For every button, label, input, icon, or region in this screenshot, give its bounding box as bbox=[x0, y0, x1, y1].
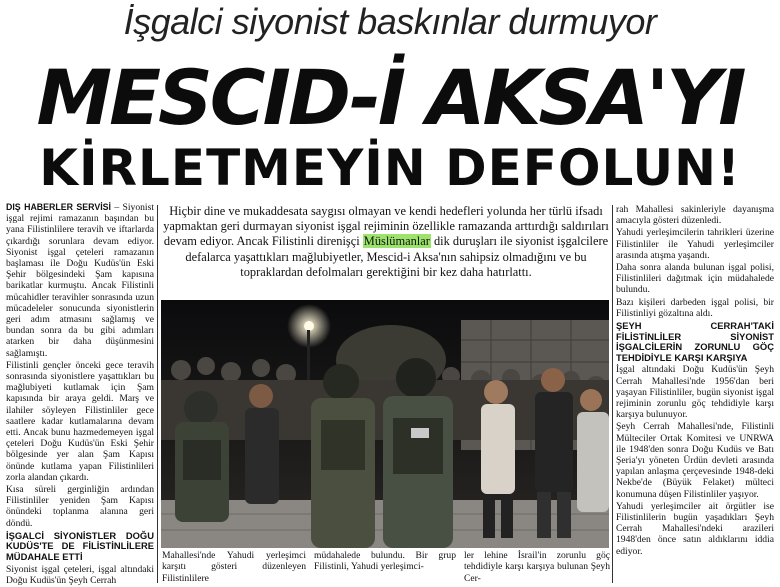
photo-caption-column-2: müdahalede bulundu. Bir grup Filistinli, Yahudi yerleşimci- bbox=[314, 550, 456, 573]
photo-caption-column-3: ler lehine İsrail'in zorunlu göç tehdidiyle karşı karşıya bulunan Şeyh Cer- bbox=[464, 550, 610, 584]
main-headline-line2: KİRLETMEYİN DEFOLUN! bbox=[39, 139, 741, 197]
news-photo bbox=[161, 300, 609, 548]
paragraph: Bazı kişileri darbeden işgal polisi, bir Filistinliyi gözaltına aldı. bbox=[616, 296, 774, 319]
paragraph: İşgal altındaki Doğu Kudüs'ün Şeyh Cerrah Mahallesi'nde 1956'dan beri yaşayan Filistinliler, bugün siyonist işgal rejiminin zorunlu göç tehdidiyle karşı karşıya bulunuyor. bbox=[616, 364, 774, 421]
subheading: ŞEYH CERRAH'TAKİ FİLİSTİNLİLER SİYONİST İŞGALCİLERİN ZORUNLU GÖÇ TEHDİDİYLE KARŞI KARŞIYA bbox=[616, 320, 774, 363]
main-headline-line1: MESCID-İ AKSA'YI bbox=[36, 53, 744, 142]
paragraph: Yahudi yerleşimciler ait örgütler ise Filistinlilerin bugün yaşadıkları Şeyh Cerrah Mahallesi'ndeki arazileri 1948'den önce satın aldıklarını iddia ediyor. bbox=[616, 500, 774, 557]
paragraph: Kısa süreli gerginliğin ardından Filistinliler yeniden Şam Kapısı önündeki toplanma alanına geri döndü. bbox=[6, 484, 154, 529]
highlighted-word: Müslümanlar bbox=[363, 234, 430, 249]
article-deck: Hiçbir dine ve mukaddesata saygısı olmayan ve kendi hedefleri yolunda her türlü ifsadı yapmaktan geri durmayan siyonist işgal rejiminin özellikle ramazanda arttırdığı saldırıları devam ediyor. Ancak Filistinli direnişçi Müslümanlar dik duruşları ile siyonist işgalcilere defalarca yaşattıkları mağlubiyetler, Mescid-i Aksa'nın sahipsiz olmadığını ve bu topraklardan defolmaları gerektiğini bir kez daha hatırlattı. bbox=[163, 204, 609, 279]
column-rule-left bbox=[157, 205, 158, 583]
paragraph: Yahudi yerleşimcilerin tahrikleri üzerine Filistinliler ile Yahudi yerleşimciler arasında atışma yaşandı. bbox=[616, 227, 774, 261]
photo-illustration bbox=[161, 300, 609, 548]
paragraph: rah Mahallesi sakinleriyle dayanışma amacıyla gösteri düzenledi. bbox=[616, 204, 774, 227]
article-column-1 bbox=[6, 202, 154, 585]
byline: DIŞ HABERLER SERVİSİ bbox=[6, 202, 111, 212]
paragraph: Şeyh Cerrah Mahallesi'nde, Filistinli Mülteciler Ortak Komitesi ve UNRWA ile 1948'den sonra Doğu Kudüs ve Batı Şeria'yı yöneten Ürdün devleti arasında yapılan anlaşma çerçevesinde 1948-deki Nekbe'de (Büyük Felaket) mülteci konumuna düşen Filistinliler yaşıyor. bbox=[616, 421, 774, 500]
paragraph: Daha sonra alanda bulunan işgal polisi, Filistinlileri dağıtmak için müdahalede bulundu. bbox=[616, 262, 774, 296]
kicker-headline: İşgalci siyonist baskınlar durmuyor bbox=[123, 1, 657, 42]
column-rule-right bbox=[612, 205, 613, 583]
article-column-3 bbox=[616, 204, 774, 587]
paragraph: Filistinli gençler önceki gece teravih sonrasında siyonistlere yaşattıkları bu mağlubiyeti kutlamak için Şam kapısında bir araya geldi. Marş ve ilahiler söyleyen Filistinliler gece saatlere kadar kutlamalarına devam etti. Ancak bunu hazmedemeyen işgal çeteleri Doğu Kudüs'ün Eski Şehir bölgesinde yer alan Şam Kapısı önünde kutlama yapan Filistinlileri zorla alandan çıkardı. bbox=[6, 359, 154, 483]
paragraph: DIŞ HABERLER SERVİSİ – Siyonist işgal rejimi ramazanın başından bu yana Filistinlilere teravih ve iftarlarda çıkardığı sorunlara devam ediyor. Siyonist işgal çeteleri ramazanın başlaması ile Doğu Kudüs'ün Eski Şehir bölgesindeki Şam kapısına barikatlar kurmuştu. Ancak Filistinli mücahidler teravihler sonrasında uzun mücadeleler sonucunda siyonistlerin geri adım atmasını sağlamış ve bundan sonra da bu gibi adımları atarken bir daha düşünmesini sağlamıştı. bbox=[6, 202, 154, 359]
photo-caption-column-1: Mahallesi'nde Yahudi yerleşimci karşıtı gösteri düzenleyen Filistinlilere bbox=[162, 550, 306, 584]
paragraph: Siyonist işgal çeteleri, işgal altındaki Doğu Kudüs'ün Şeyh Cerrah bbox=[6, 563, 154, 585]
subheading: İŞGALCİ SİYONİSTLER DOĞU KUDÜS'TE DE FİLİSTİNLİLERE MÜDAHALE ETTİ bbox=[6, 529, 154, 563]
